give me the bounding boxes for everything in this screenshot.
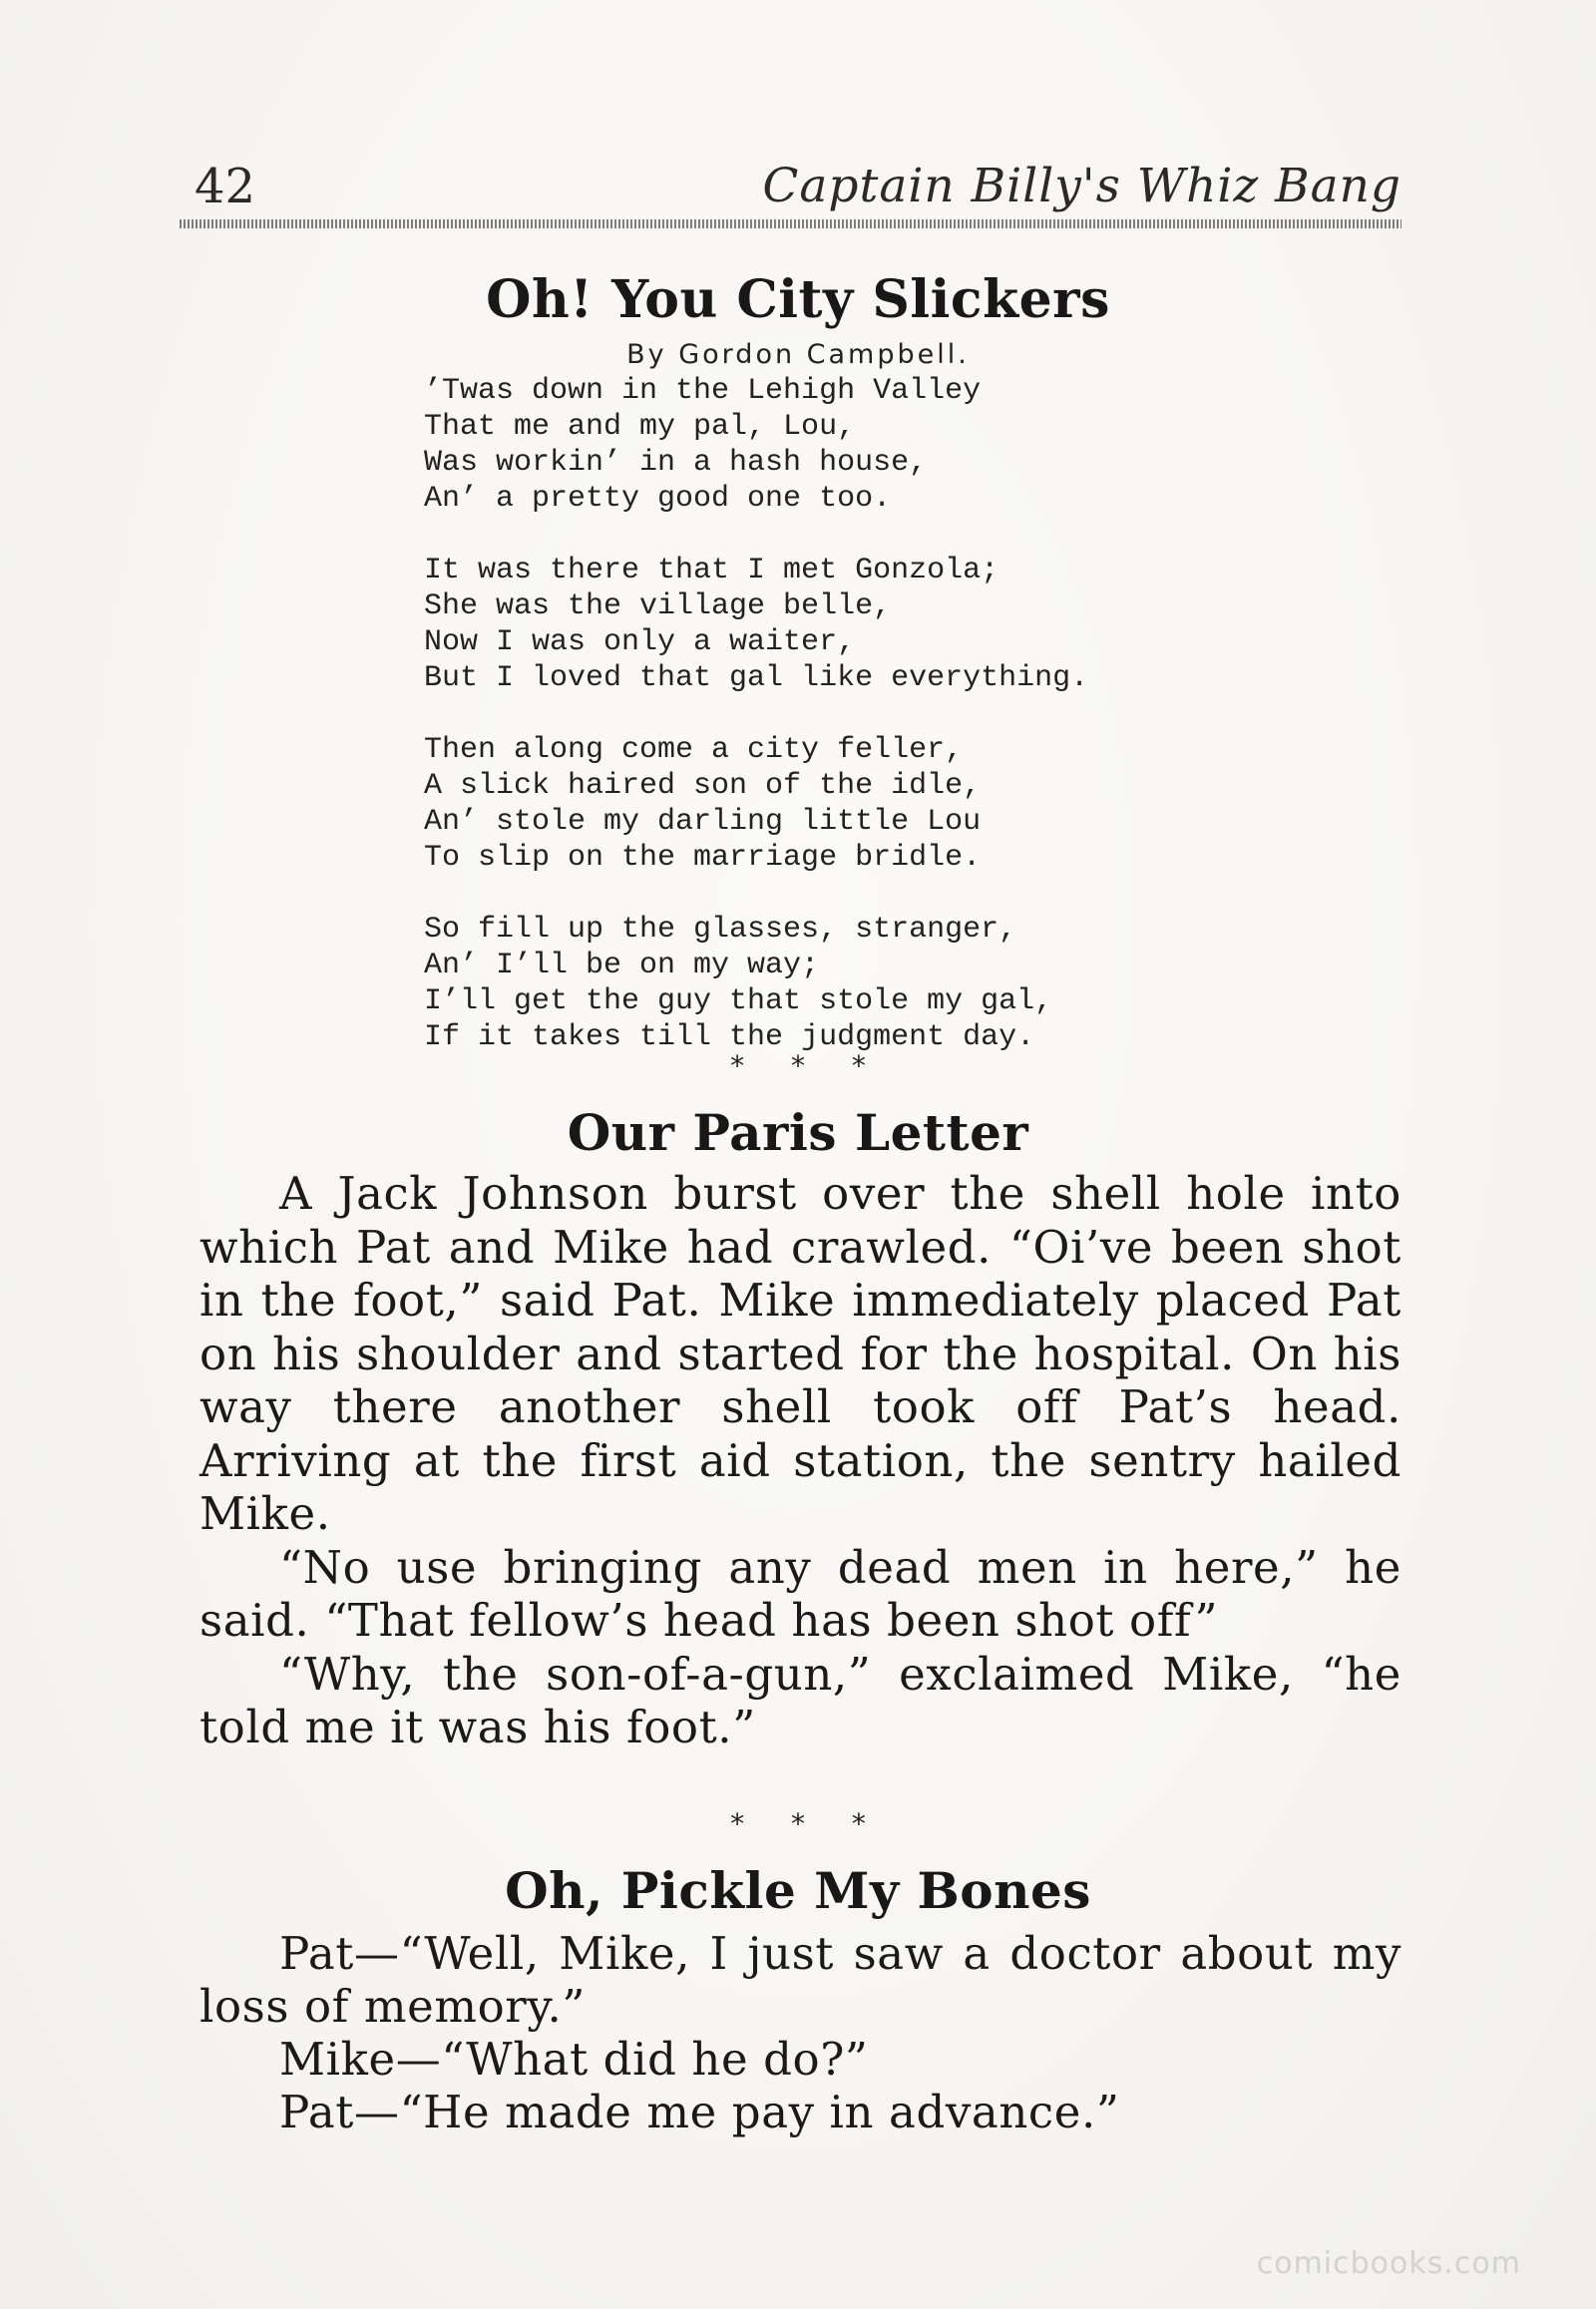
poem-byline: By Gordon Campbell.: [626, 339, 970, 370]
running-head: [195, 155, 1401, 214]
poem-line: That me and my pal, Lou,: [424, 410, 856, 444]
poem-line: An’ a pretty good one too.: [424, 482, 892, 516]
stanza: [424, 553, 1122, 696]
poem-line: A slick haired son of the idle,: [424, 769, 982, 803]
header-rule: [180, 219, 1401, 228]
poem-line: Then along come a city feller,: [424, 733, 964, 767]
pickle-title: Oh, Pickle My Bones: [505, 1861, 1091, 1920]
stanza: [424, 912, 1122, 1055]
poem-line: ’Twas down in the Lehigh Valley: [424, 374, 982, 408]
poem-body: [424, 373, 1122, 1055]
paragraph: “No use bringing any dead men in here,” he said. “That fellow’s head has been shot off”: [200, 1540, 1401, 1647]
paragraph: A Jack Johnson burst over the shell hole into which Pat and Mike had crawled. “Oi’ve been shot in the foot,” said Pat. Mike immediately placed Pat on his shoulder and started for the hospital. On his way there another shell took off Pat’s head. Arriving at the first aid station, the sentry hailed Mike.: [200, 1167, 1401, 1540]
stanza: [424, 732, 1122, 876]
poem-line: An’ stole my darling little Lou: [424, 805, 982, 839]
stanza: [424, 373, 1122, 517]
poem-line: I’ll get the guy that stole my gal,: [424, 984, 1053, 1018]
poem-line: She was the village belle,: [424, 589, 892, 623]
poem-title: Oh! You City Slickers: [486, 269, 1110, 330]
section-separator: * * *: [730, 1807, 866, 1840]
section-separator: * * *: [730, 1049, 866, 1082]
dialog-line: Pat—“Well, Mike, I just saw a doctor about my loss of memory.”: [200, 1927, 1401, 2033]
pickle-dialog: [200, 1927, 1401, 2138]
watermark: comicbooks.com: [1256, 2246, 1521, 2281]
poem-line: So fill up the glasses, stranger,: [424, 913, 1017, 947]
paragraph: “Why, the son-of-a-gun,” exclaimed Mike, “he told me it was his foot.”: [200, 1647, 1401, 1753]
poem-line: Now I was only a waiter,: [424, 625, 856, 659]
dialog-line: Pat—“He made me pay in advance.”: [279, 2086, 1120, 2138]
poem-line: To slip on the marriage bridle.: [424, 841, 982, 875]
poem-line: But I loved that gal like everything.: [424, 661, 1089, 695]
poem-line: An’ I’ll be on my way;: [424, 949, 820, 982]
paris-letter-title: Our Paris Letter: [567, 1103, 1029, 1162]
poem-line: It was there that I met Gonzola;: [424, 554, 999, 587]
paris-letter-body: [200, 1167, 1401, 1754]
poem-line: If it takes till the judgment day.: [424, 1020, 1035, 1054]
magazine-title: Captain Billy's Whiz Bang: [762, 159, 1401, 213]
page-number: 42: [195, 159, 256, 214]
dialog-line: Mike—“What did he do?”: [279, 2033, 869, 2086]
poem-line: Was workin’ in a hash house,: [424, 446, 928, 480]
